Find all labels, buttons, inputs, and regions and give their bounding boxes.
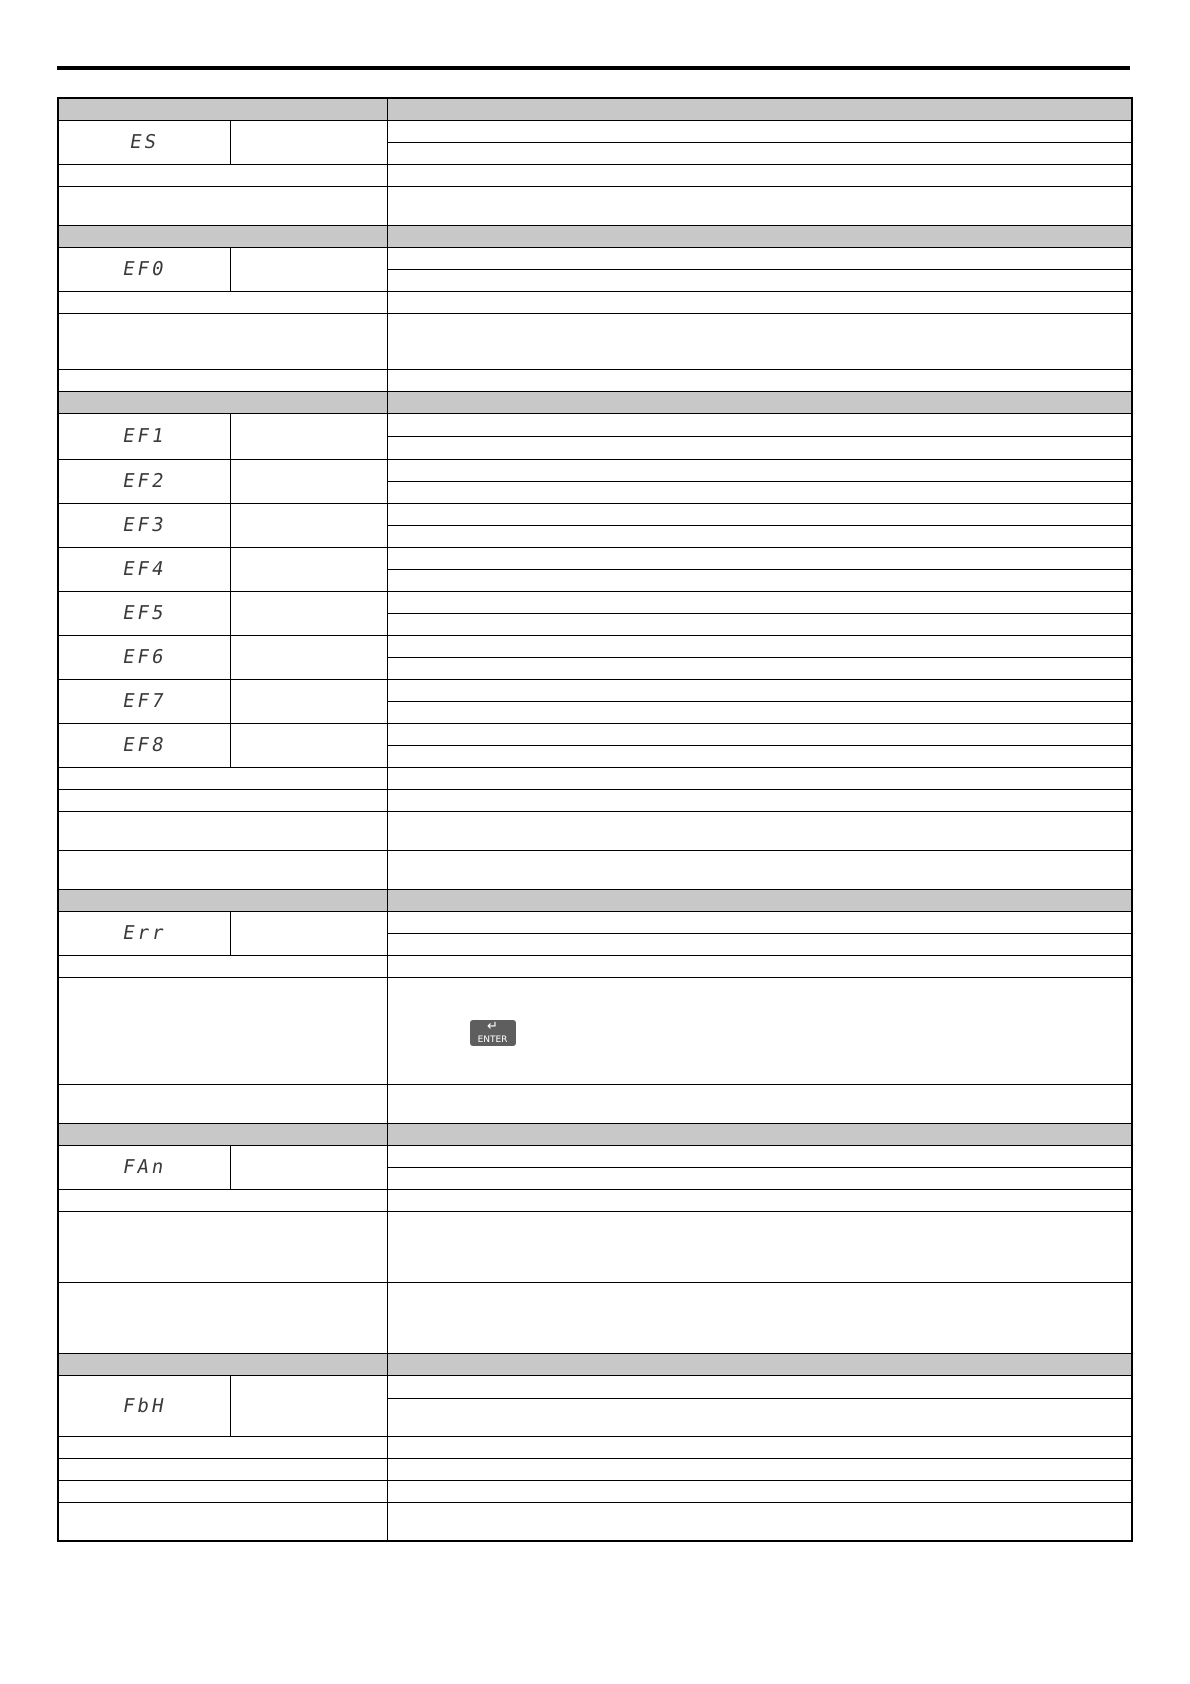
fault-code-ef5: EF5 xyxy=(120,602,168,624)
display-code-cell xyxy=(58,459,230,503)
header-row xyxy=(58,1123,1132,1145)
fault-code-es: ES xyxy=(127,131,161,153)
table-row xyxy=(58,1436,1132,1458)
header-row xyxy=(58,225,1132,247)
table-row xyxy=(58,1480,1132,1502)
table-row xyxy=(58,591,1132,613)
fault-code-ef0: EF0 xyxy=(120,258,168,280)
display-code-cell xyxy=(58,503,230,547)
table-row xyxy=(58,120,1132,142)
display-code-cell xyxy=(58,120,230,164)
table-row xyxy=(58,1145,1132,1167)
table-row xyxy=(58,1458,1132,1480)
table-row xyxy=(58,850,1132,889)
table-row xyxy=(58,1211,1132,1282)
table-row xyxy=(58,1084,1132,1123)
table-row xyxy=(58,413,1132,436)
enter-key: ↵ ENTER xyxy=(470,1020,516,1046)
table-row xyxy=(58,955,1132,977)
header-row xyxy=(58,391,1132,413)
table-row xyxy=(58,789,1132,811)
display-code-cell xyxy=(58,679,230,723)
display-code-cell xyxy=(58,591,230,635)
table-row xyxy=(58,547,1132,569)
table-row xyxy=(58,369,1132,391)
table-row xyxy=(58,459,1132,481)
fault-code-ef3: EF3 xyxy=(120,514,168,536)
header-row xyxy=(58,98,1132,120)
table-row xyxy=(58,679,1132,701)
table-row xyxy=(58,811,1132,850)
fault-table xyxy=(57,97,1133,1542)
table-row xyxy=(58,186,1132,225)
header-row xyxy=(58,889,1132,911)
display-code-cell xyxy=(58,635,230,679)
display-code-cell xyxy=(58,247,230,291)
fault-code-err: Err xyxy=(120,922,168,944)
table-row xyxy=(58,247,1132,269)
table-row xyxy=(58,635,1132,657)
display-code-cell xyxy=(58,911,230,955)
fault-code-ef4: EF4 xyxy=(120,558,168,580)
table-row xyxy=(58,767,1132,789)
display-code-cell xyxy=(58,723,230,767)
fault-code-ef8: EF8 xyxy=(120,734,168,756)
table-row xyxy=(58,313,1132,369)
fault-code-ef2: EF2 xyxy=(120,470,168,492)
enter-arrow-icon: ↵ xyxy=(487,1019,498,1034)
table-row xyxy=(58,1282,1132,1353)
table-row xyxy=(58,1375,1132,1398)
header-rule xyxy=(57,66,1130,70)
table-row xyxy=(58,1502,1132,1541)
fault-code-ef7: EF7 xyxy=(120,690,168,712)
table-row xyxy=(58,723,1132,745)
table-row xyxy=(58,911,1132,933)
table-row xyxy=(58,291,1132,313)
fault-code-fan: FAn xyxy=(120,1156,168,1178)
fault-code-ef6: EF6 xyxy=(120,646,168,668)
display-code-cell xyxy=(58,413,230,459)
header-row xyxy=(58,1353,1132,1375)
fault-code-fbh: FbH xyxy=(120,1394,168,1417)
display-code-cell xyxy=(58,1375,230,1436)
fault-code-ef1: EF1 xyxy=(120,425,168,447)
table-row xyxy=(58,1189,1132,1211)
table-row xyxy=(58,977,1132,1084)
display-code-cell xyxy=(58,547,230,591)
display-code-cell xyxy=(58,1145,230,1189)
table-row xyxy=(58,503,1132,525)
table-row xyxy=(58,164,1132,186)
